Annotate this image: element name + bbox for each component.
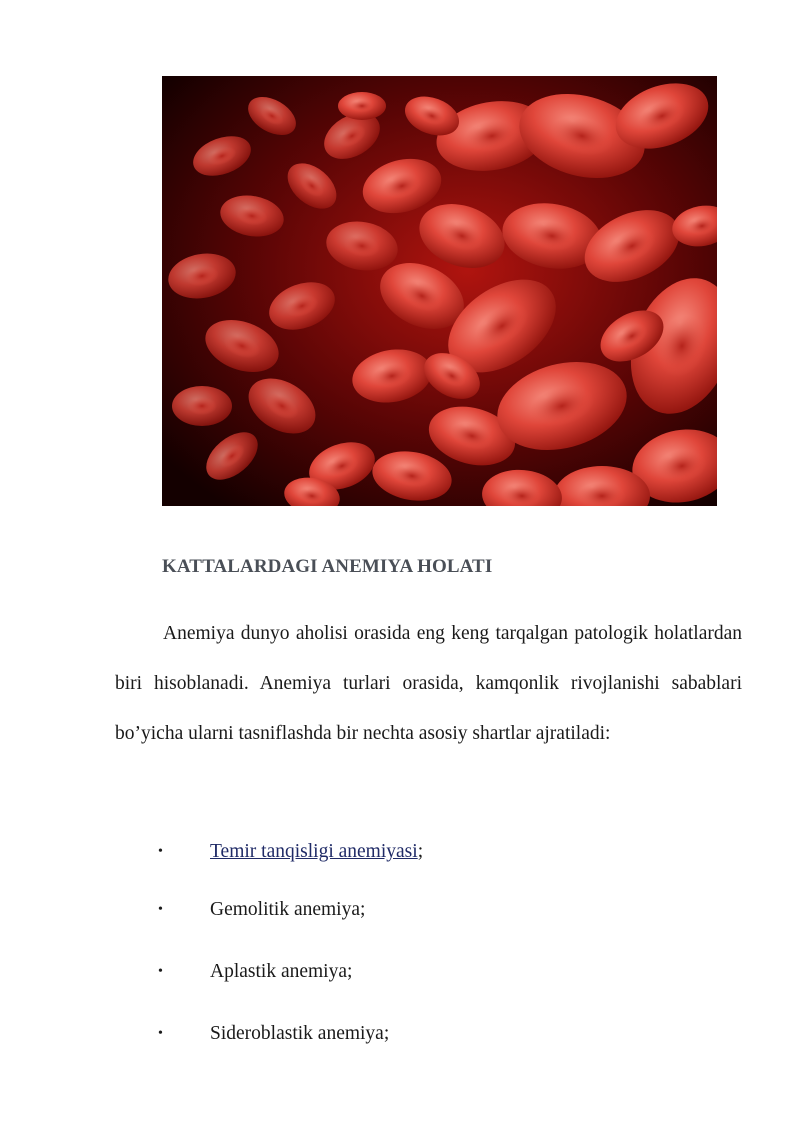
bullet-icon: •	[158, 1026, 163, 1041]
blood-cells-figure	[162, 76, 717, 506]
list-item-text: Sideroblastik anemiya;	[210, 1023, 390, 1044]
bullet-icon: •	[158, 902, 163, 917]
intro-paragraph: Anemiya dunyo aholisi orasida eng keng tarqalgan patologik holatlardan biri hisoblanadi. Anemiya turlari orasida, kamqonlik rivojlanishi sabablari bo’yicha ularni tasniflashda bir nechta asosiy shartlar ajratiladi:	[115, 623, 742, 744]
list-item-text: Gemolitik anemiya;	[210, 899, 366, 920]
blood-cell-shape	[172, 386, 232, 426]
list-item-suffix: ;	[417, 841, 424, 862]
section-heading: KATTALARDAGI ANEMIYA HOLATI	[162, 556, 493, 577]
red-blood-cells-image	[162, 76, 717, 506]
blood-cell-shape	[338, 92, 386, 120]
bullet-icon: •	[158, 964, 163, 979]
iron-deficiency-link[interactable]: Temir tanqisligi anemiyasi	[210, 841, 418, 862]
bullet-icon: •	[158, 844, 163, 859]
list-item-text: Aplastik anemiya;	[210, 961, 353, 982]
